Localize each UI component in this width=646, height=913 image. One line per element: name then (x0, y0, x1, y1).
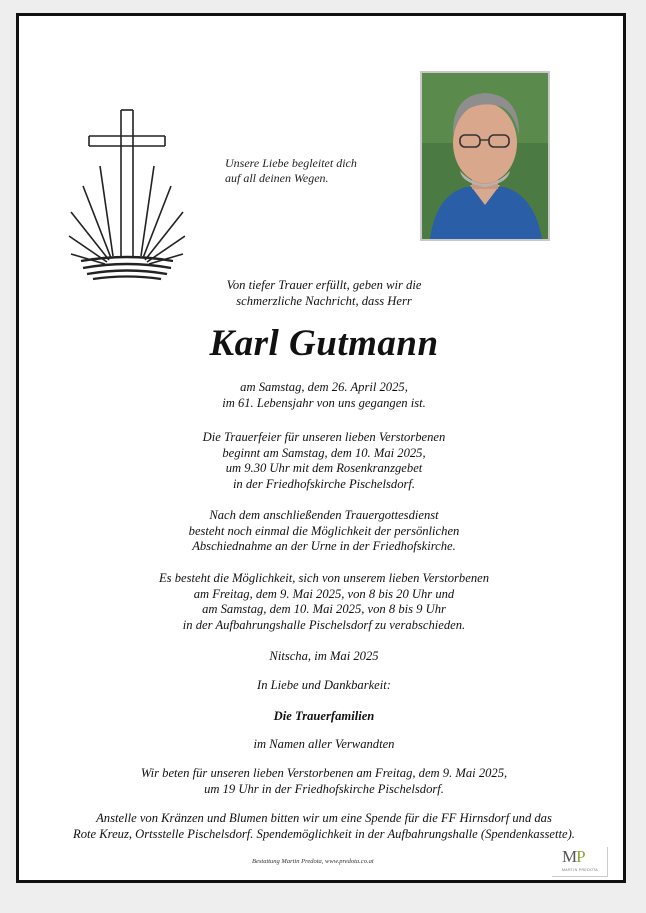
donation-info (22, 811, 626, 842)
undertaker-credit: Bestattung Martin Predota, www.predota.co.at (252, 858, 374, 865)
intro-text (22, 278, 626, 309)
gratitude-line: In Liebe und Dankbarkeit: (257, 678, 391, 692)
death-line: am Samstag, dem 26. April 2025, (240, 380, 408, 394)
verse-line: Unsere Liebe begleitet dich (225, 156, 357, 170)
logo-p: P (576, 847, 585, 866)
viewing-line: Es besteht die Möglichkeit, sich von unserem lieben Verstorbenen (158, 571, 490, 585)
deceased-name: Karl Gutmann (209, 323, 439, 364)
farewell-line: besteht noch einmal die Möglichkeit der persönlichen (188, 523, 460, 538)
funeral-line: in der Friedhofskirche Pischelsdorf. (232, 476, 416, 491)
prayer-line: um 19 Uhr in der Friedhofskirche Pischelsdorf. (204, 781, 444, 796)
death-line: im 61. Lebensjahr von uns gegangen ist. (222, 395, 426, 410)
viewing-line: am Samstag, dem 10. Mai 2025, von 8 bis 9 Uhr (202, 602, 446, 616)
donation-line: Rote Kreuz, Ortsstelle Pischelsdorf. Spendemöglichkeit in der Aufbahrungshalle (Spendenkassette). (73, 826, 575, 841)
prayer-info (22, 766, 626, 797)
farewell-line: Abschiednahme an der Urne in der Friedhofskirche. (192, 539, 456, 553)
death-notice (22, 380, 626, 411)
obituary-card (16, 13, 626, 883)
viewing-info (22, 571, 626, 633)
donation-line: Anstelle von Kränzen und Blumen bitten wir um eine Spende für die FF Hirnsdorf und das (96, 811, 552, 825)
funeral-line: Die Trauerfeier für unseren lieben Verstorbenen (202, 430, 446, 444)
prayer-line: Wir beten für unseren lieben Verstorbenen am Freitag, dem 9. Mai 2025, (140, 766, 508, 780)
logo-subtitle: MARTIN PREDOTA (561, 868, 598, 872)
viewing-line: am Freitag, dem 9. Mai 2025, von 8 bis 20 Uhr und (193, 586, 455, 601)
portrait-photo (420, 71, 550, 241)
verse (225, 156, 425, 186)
intro-line: schmerzliche Nachricht, dass Herr (236, 293, 412, 308)
funeral-line: um 9.30 Uhr mit dem Rosenkranzgebet (225, 461, 423, 475)
verse-line: auf all deinen Wegen. (225, 171, 329, 185)
families-signature: Die Trauerfamilien (273, 709, 375, 723)
funeral-line: beginnt am Samstag, dem 10. Mai 2025, (222, 445, 426, 460)
farewell-line: Nach dem anschließenden Trauergottesdienst (209, 508, 439, 522)
undertaker-logo (552, 847, 608, 877)
cross-rising-sun-icon (67, 108, 185, 284)
intro-line: Von tiefer Trauer erfüllt, geben wir die (226, 278, 422, 292)
logo-m: M (562, 847, 577, 866)
farewell-info (22, 508, 626, 555)
logo-mark (562, 847, 585, 867)
funeral-info (22, 430, 626, 492)
relatives-line: im Namen aller Verwandten (253, 737, 395, 751)
place-date: Nitscha, im Mai 2025 (269, 649, 379, 663)
viewing-line: in der Aufbahrungshalle Pischelsdorf zu verabschieden. (182, 617, 466, 632)
